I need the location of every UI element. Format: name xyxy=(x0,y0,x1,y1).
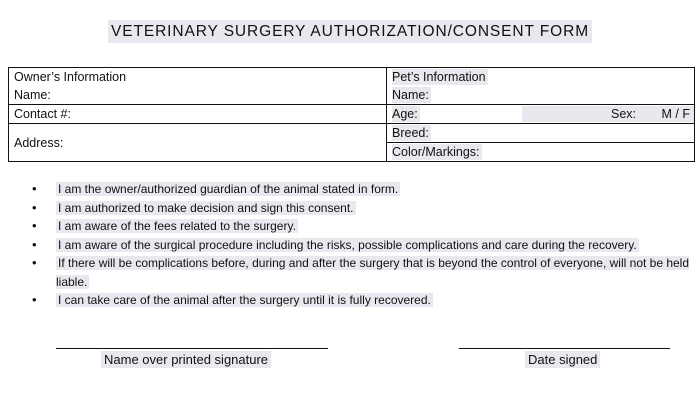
pet-name-field[interactable] xyxy=(387,86,695,105)
date-signed-line[interactable] xyxy=(459,348,670,349)
pet-color-field[interactable] xyxy=(387,143,695,162)
name-row xyxy=(9,86,695,105)
pet-breed-field[interactable] xyxy=(387,124,695,143)
owner-info-heading-cell xyxy=(9,68,387,87)
consent-statement xyxy=(32,254,700,291)
owner-address-label: Address: xyxy=(14,135,64,150)
info-header-row xyxy=(9,68,695,87)
pet-info-heading-cell xyxy=(387,68,695,87)
bullet-icon: • xyxy=(32,181,37,196)
owner-contact-label: Contact #: xyxy=(14,107,71,121)
consent-statement xyxy=(32,217,700,236)
owner-address-field[interactable] xyxy=(9,124,387,162)
owner-info-heading: Owner’s Information xyxy=(14,70,127,84)
pet-sex-options: M / F xyxy=(661,107,690,121)
printed-name-label: Name over printed signature xyxy=(101,351,271,368)
date-signed-label: Date signed xyxy=(525,351,600,368)
bullet-icon: • xyxy=(32,255,37,270)
pet-name-label: Name: xyxy=(392,88,429,102)
statement-text: I am authorized to make decision and sign this consent. xyxy=(58,200,354,215)
statement-text: I am aware of the surgical procedure including the risks, possible complications and care during the recovery. xyxy=(58,237,637,252)
pet-breed-label: Breed: xyxy=(392,126,429,140)
bullet-icon: • xyxy=(32,218,37,233)
pet-sex-field[interactable] xyxy=(522,106,694,122)
information-table xyxy=(8,67,695,162)
consent-statement xyxy=(32,236,700,255)
consent-statement xyxy=(32,291,700,310)
pet-age-sex-field[interactable] xyxy=(387,105,695,124)
contact-age-row xyxy=(9,105,695,124)
pet-age-label: Age: xyxy=(392,107,418,121)
consent-statements-list xyxy=(32,180,700,310)
consent-statement xyxy=(32,199,700,218)
bullet-icon: • xyxy=(32,236,37,252)
address-breed-row xyxy=(9,124,695,143)
form-title: VETERINARY SURGERY AUTHORIZATION/CONSENT FORM xyxy=(108,20,592,43)
pet-info-heading: Pet’s Information xyxy=(392,70,486,84)
statement-text: I can take care of the animal after the surgery until it is fully recovered. xyxy=(58,293,431,307)
consent-statement xyxy=(32,180,700,199)
owner-name-label: Name: xyxy=(14,88,51,102)
statement-text: I am the owner/authorized guardian of the animal stated in form. xyxy=(58,182,399,196)
bullet-icon: • xyxy=(32,199,37,215)
statement-text: I am aware of the fees related to the surgery. xyxy=(58,219,296,233)
pet-sex-label: Sex: xyxy=(610,107,636,121)
bullet-icon: • xyxy=(32,292,37,307)
owner-name-field[interactable] xyxy=(9,86,387,105)
statement-text: If there will be complications before, during and after the surgery that is beyond the control of everyone, will not be held liable. xyxy=(56,256,690,289)
pet-color-label: Color/Markings: xyxy=(392,145,480,159)
owner-contact-field[interactable] xyxy=(9,105,387,124)
printed-name-signature-line[interactable] xyxy=(56,348,328,349)
